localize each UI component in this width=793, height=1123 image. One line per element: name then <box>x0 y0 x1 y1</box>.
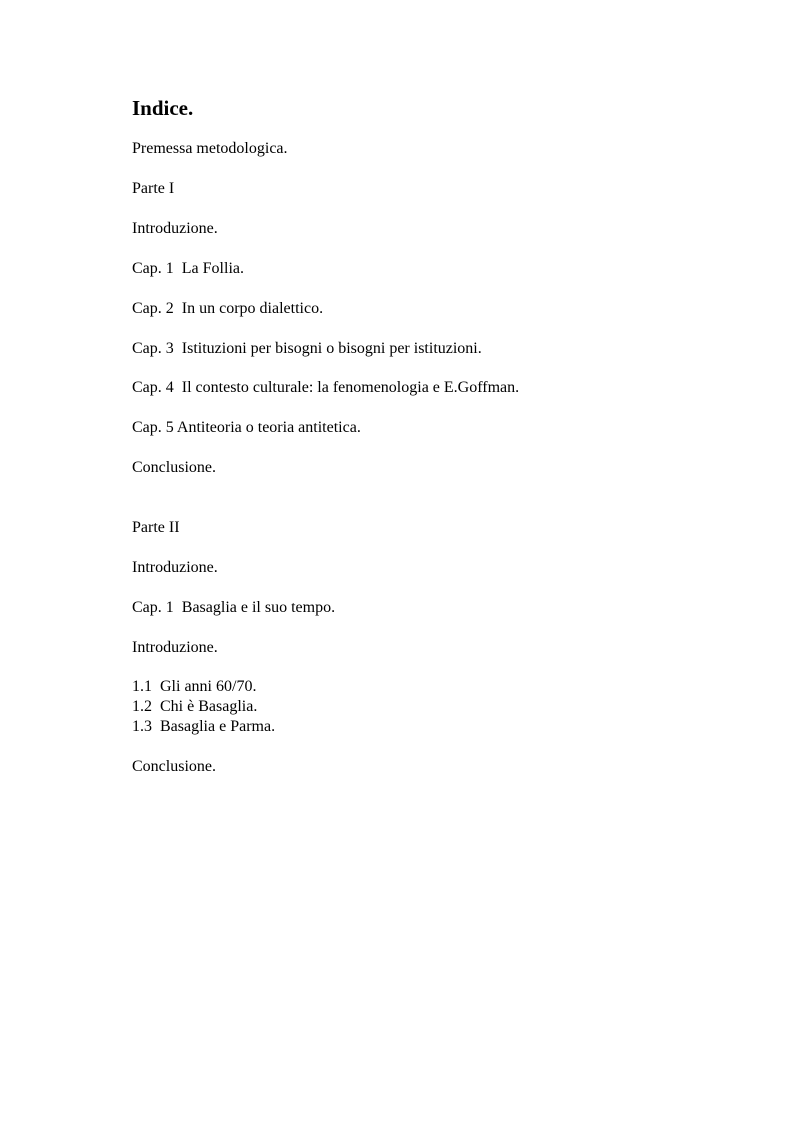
toc-parte-2: Parte II <box>132 519 180 536</box>
toc-parte-1-introduzione: Introduzione. <box>132 220 218 237</box>
toc-parte-2-conclusione: Conclusione. <box>132 758 216 775</box>
toc-parte-1-cap-4: Cap. 4 Il contesto culturale: la fenomenologia e E.Goffman. <box>132 379 520 396</box>
toc-parte-1-cap-5: Cap. 5 Antiteoria o teoria antitetica. <box>132 419 361 436</box>
toc-parte-2-cap-1-introduzione: Introduzione. <box>132 639 218 656</box>
page-title: Indice. <box>132 96 194 120</box>
toc-parte-1: Parte I <box>132 180 175 197</box>
toc-parte-1-cap-1: Cap. 1 La Follia. <box>132 260 244 277</box>
toc-section-1-2: 1.2 Chi è Basaglia. <box>132 698 258 715</box>
toc-parte-2-cap-1: Cap. 1 Basaglia e il suo tempo. <box>132 599 336 616</box>
toc-parte-1-cap-2: Cap. 2 In un corpo dialettico. <box>132 300 324 317</box>
toc-section-1-1: 1.1 Gli anni 60/70. <box>132 678 257 695</box>
toc-premessa: Premessa metodologica. <box>132 140 288 157</box>
toc-parte-1-conclusione: Conclusione. <box>132 459 216 476</box>
toc-parte-1-cap-3: Cap. 3 Istituzioni per bisogni o bisogni per istituzioni. <box>132 340 482 357</box>
toc-parte-2-introduzione: Introduzione. <box>132 559 218 576</box>
toc-section-1-3: 1.3 Basaglia e Parma. <box>132 718 276 735</box>
